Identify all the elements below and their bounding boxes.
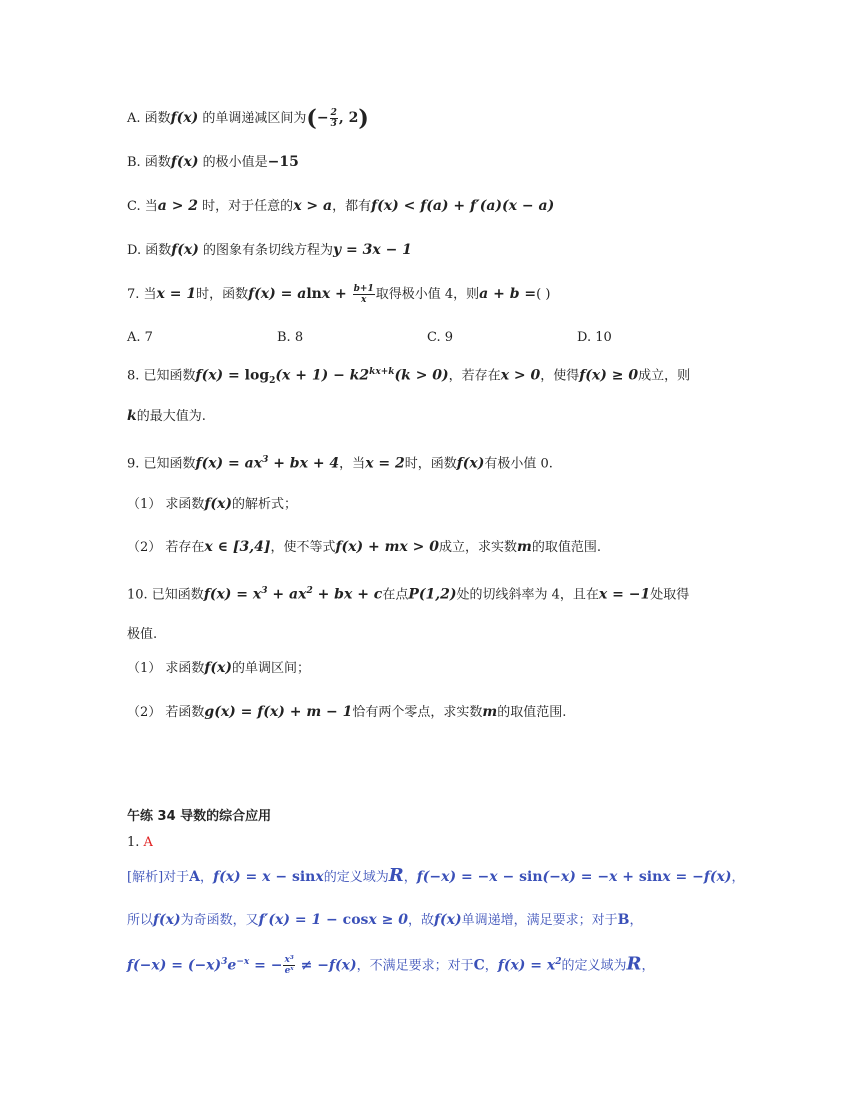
question-7: 7. 当x = 1时，函数f(x) = alnx + $\frac{b+1}{x}$ 取得极小值 4，则a + b =( ) bbox=[127, 284, 551, 305]
question-10-part1: （1） 求函数f(x)的单调区间； bbox=[127, 660, 311, 676]
option-c-text1: 时，对于任意的 bbox=[198, 199, 294, 214]
q7-option-d: D. 10 bbox=[577, 330, 612, 345]
math-fx: f(x) bbox=[170, 110, 199, 126]
q7-option-a: A. 7 bbox=[127, 330, 153, 345]
solution-line1: [解析]对于A，f(x) = x − sinx的定义域为R，f(−x) = −x − sin(−x) = −x + sinx = −f(x)， bbox=[127, 865, 745, 886]
question-10: 10. 已知函数$f(x) = x^3 + ax^2$ + bx + c在点P(1,2)处的切线斜率为 4，且在x = −1处取得 bbox=[127, 586, 690, 603]
q10-label: 10. 已知函数 bbox=[127, 587, 204, 603]
solution-tag: [解析] bbox=[127, 870, 164, 885]
question-8: 8. 已知函数$f(x) = \log_2(x + 1) - k2^{kx+k}(k > 0)$，若存在x > 0，使得f(x) ≥ 0成立，则 bbox=[127, 367, 691, 386]
question-9-part1: （1） 求函数f(x)的解析式； bbox=[127, 496, 298, 512]
question-8-line2: k的最大值为. bbox=[127, 408, 206, 424]
solution-line2: 所以f(x)为奇函数，又f′(x) = 1 − cosx ≥ 0，故f(x)单调递增，满足要求；对于B， bbox=[127, 912, 643, 928]
q7-label: 7. 当 bbox=[127, 287, 157, 302]
option-b-label: B. 函数 bbox=[127, 155, 171, 170]
answer-1: 1. A bbox=[127, 835, 153, 850]
solution-line3: $f(-x) = (-x)^3e^{-x}$ = − $\frac{\text{x³}}{\text{eˣ}}$ ≠ −f(x)，不满足要求；对于C，$f(x) = x^2$的定义域为R， bbox=[127, 953, 655, 977]
answer-1-value: A bbox=[143, 835, 153, 850]
option-c-text2: ，都有 bbox=[332, 199, 372, 214]
q8-label: 8. 已知函数 bbox=[127, 368, 196, 384]
question-9: 9. 已知函数$f(x) = ax^3$ + bx + 4，当x = 2时，函数f(x)有极小值 0. bbox=[127, 455, 553, 472]
option-a-text: 的单调递减区间为 bbox=[198, 111, 307, 126]
option-a: A. 函数f(x) 的单调递减区间为(− $\frac{2}{3}$ , 2) bbox=[127, 105, 369, 132]
question-10-line2: 极值. bbox=[127, 627, 158, 642]
question-10-part2: （2） 若函数g(x) = f(x) + m − 1恰有两个零点，求实数m的取值范围. bbox=[127, 704, 567, 720]
option-d: D. 函数f(x) 的图象有条切线方程为y = 3x − 1 bbox=[127, 242, 412, 258]
option-c-label: C. 当 bbox=[127, 199, 158, 214]
q9-label: 9. 已知函数 bbox=[127, 456, 196, 472]
option-b-text: 的极小值是 bbox=[198, 155, 268, 170]
q7-option-b: B. 8 bbox=[277, 330, 304, 345]
option-c: C. 当a > 2 时，对于任意的x > a，都有f(x) < f(a) + f′(a)(x − a) bbox=[127, 198, 555, 214]
q7-option-c: C. 9 bbox=[427, 330, 454, 345]
option-b: B. 函数f(x) 的极小值是−15 bbox=[127, 154, 299, 170]
answers-heading: 午练 34 导数的综合应用 bbox=[127, 809, 272, 824]
question-9-part2: （2） 若存在x ∈ [3,4]，使不等式f(x) + mx > 0成立，求实数m的取值范围. bbox=[127, 539, 601, 555]
option-a-label: A. 函数 bbox=[127, 111, 171, 126]
option-d-label: D. 函数 bbox=[127, 243, 172, 258]
option-d-text: 的图象有条切线方程为 bbox=[198, 243, 333, 258]
